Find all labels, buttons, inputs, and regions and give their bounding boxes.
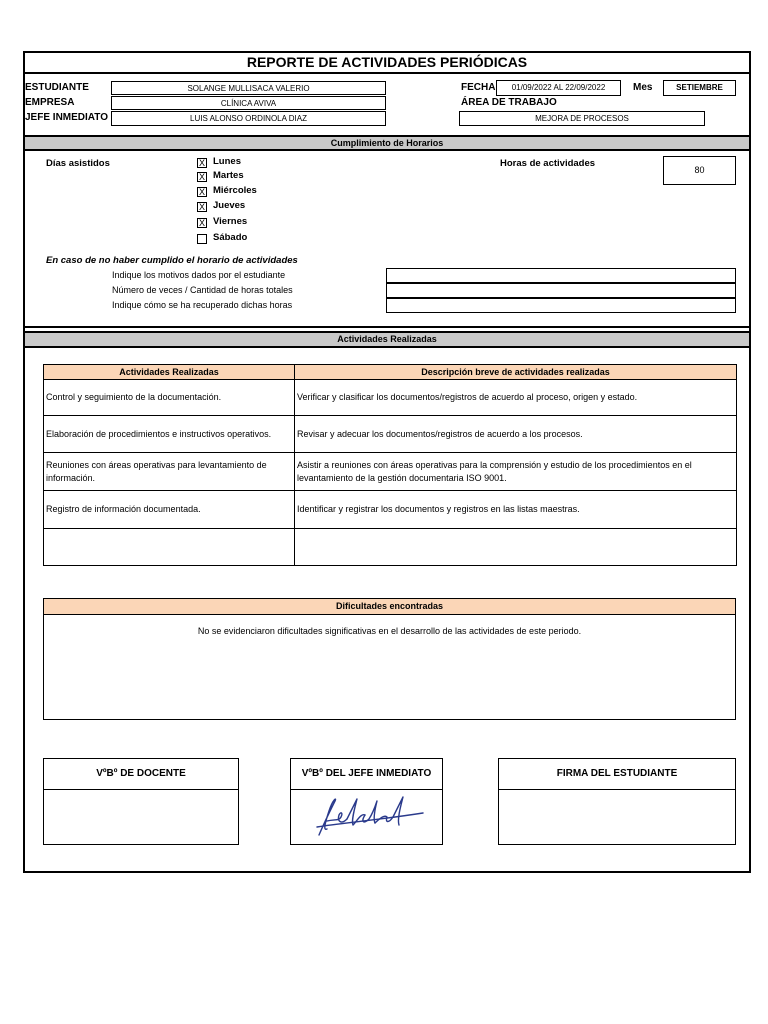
table-row xyxy=(44,380,737,416)
col-header-descripcion: Descripción breve de actividades realizadas xyxy=(295,365,737,380)
descripcion-cell[interactable]: Asistir a reuniones con áreas operativas para la comprensión y estudio de los procedimientos en el levantamiento de la gestión documentaria ISO 9001. xyxy=(295,453,737,491)
docente-signature-box[interactable] xyxy=(43,758,239,845)
descripcion-cell[interactable]: Revisar y adecuar los documentos/registros de acuerdo a los procesos. xyxy=(295,416,737,453)
jefe-label: JEFE INMEDIATO xyxy=(25,112,108,123)
checkbox-lunes[interactable]: X xyxy=(198,158,205,168)
estudiante-field[interactable]: SOLANGE MULLISACA VALERIO xyxy=(111,81,386,95)
area-label: ÁREA DE TRABAJO xyxy=(461,97,557,108)
estudiante-signature-label: FIRMA DEL ESTUDIANTE xyxy=(499,759,735,790)
fecha-label: FECHA xyxy=(461,82,496,93)
descripcion-cell[interactable]: Identificar y registrar los documentos y registros en las listas maestras. xyxy=(295,491,737,529)
dificultades-box xyxy=(43,598,736,720)
estudiante-label: ESTUDIANTE xyxy=(25,82,89,93)
checkbox-jueves[interactable]: X xyxy=(198,202,205,212)
actividad-cell[interactable]: Registro de información documentada. xyxy=(44,491,295,529)
actividad-cell[interactable]: Reuniones con áreas operativas para levantamiento de información. xyxy=(44,453,295,491)
descripcion-cell[interactable]: Verificar y clasificar los documentos/registros de acuerdo al proceso, origen y estado. xyxy=(295,380,737,416)
actividades-section-header: Actividades Realizadas xyxy=(25,331,749,348)
checkbox-viernes[interactable]: X xyxy=(198,218,205,228)
actividad-cell[interactable] xyxy=(44,529,295,566)
table-row xyxy=(44,529,737,566)
checkbox-martes[interactable]: X xyxy=(198,172,205,182)
motivos-input[interactable] xyxy=(386,268,736,283)
jefe-signature-label: VºBº DEL JEFE INMEDIATO xyxy=(291,759,442,790)
col-header-actividades: Actividades Realizadas xyxy=(44,365,295,380)
dias-asistidos-label: Días asistidos xyxy=(46,158,110,169)
day-label-miercoles: Miércoles xyxy=(213,185,257,196)
actividades-table xyxy=(43,364,737,566)
handwritten-signature-icon xyxy=(311,791,431,839)
horas-label: Horas de actividades xyxy=(500,158,596,169)
actividad-cell[interactable]: Elaboración de procedimientos e instructivos operativos. xyxy=(44,416,295,453)
actividad-cell[interactable]: Control y seguimiento de la documentación. xyxy=(44,380,295,416)
jefe-field[interactable]: LUIS ALONSO ORDINOLA DIAZ xyxy=(111,111,386,126)
motivos-label: Indique los motivos dados por el estudiante xyxy=(112,270,286,280)
incumplimiento-title: En caso de no haber cumplido el horario de actividades xyxy=(46,255,298,266)
dificultades-text[interactable]: No se evidenciaron dificultades significativas en el desarrollo de las actividades de este periodo. xyxy=(197,626,582,636)
numero-veces-input[interactable] xyxy=(386,283,736,298)
section-divider xyxy=(25,326,749,328)
day-label-jueves: Jueves xyxy=(213,200,246,211)
recuperado-input[interactable] xyxy=(386,298,736,313)
table-row xyxy=(44,416,737,453)
day-label-viernes: Viernes xyxy=(213,216,248,227)
area-field[interactable]: MEJORA DE PROCESOS xyxy=(459,111,705,126)
horarios-section-header: Cumplimiento de Horarios xyxy=(25,135,749,151)
mes-field[interactable]: SETIEMBRE xyxy=(663,80,736,96)
table-row xyxy=(44,453,737,491)
fecha-field[interactable]: 01/09/2022 AL 22/09/2022 xyxy=(496,80,621,96)
mes-label: Mes xyxy=(633,82,653,93)
estudiante-signature-box[interactable] xyxy=(498,758,736,845)
dificultades-header: Dificultades encontradas xyxy=(44,599,735,615)
empresa-label: EMPRESA xyxy=(25,97,75,108)
report-title: REPORTE DE ACTIVIDADES PERIÓDICAS xyxy=(25,53,749,74)
table-row xyxy=(44,491,737,529)
day-label-lunes: Lunes xyxy=(213,156,241,167)
recuperado-label: Indique cómo se ha recuperado dichas horas xyxy=(112,300,293,310)
horas-field[interactable]: 80 xyxy=(663,156,736,185)
checkbox-sabado[interactable] xyxy=(197,234,207,244)
empresa-field[interactable]: CLÍNICA AVIVA xyxy=(111,96,386,110)
docente-signature-label: VºBº DE DOCENTE xyxy=(44,759,238,790)
day-label-martes: Martes xyxy=(213,170,244,181)
checkbox-miercoles[interactable]: X xyxy=(198,187,205,197)
descripcion-cell[interactable] xyxy=(295,529,737,566)
jefe-signature-box[interactable] xyxy=(290,758,443,845)
numero-veces-label: Número de veces / Cantidad de horas totales xyxy=(112,285,293,295)
day-label-sabado: Sábado xyxy=(213,232,248,243)
